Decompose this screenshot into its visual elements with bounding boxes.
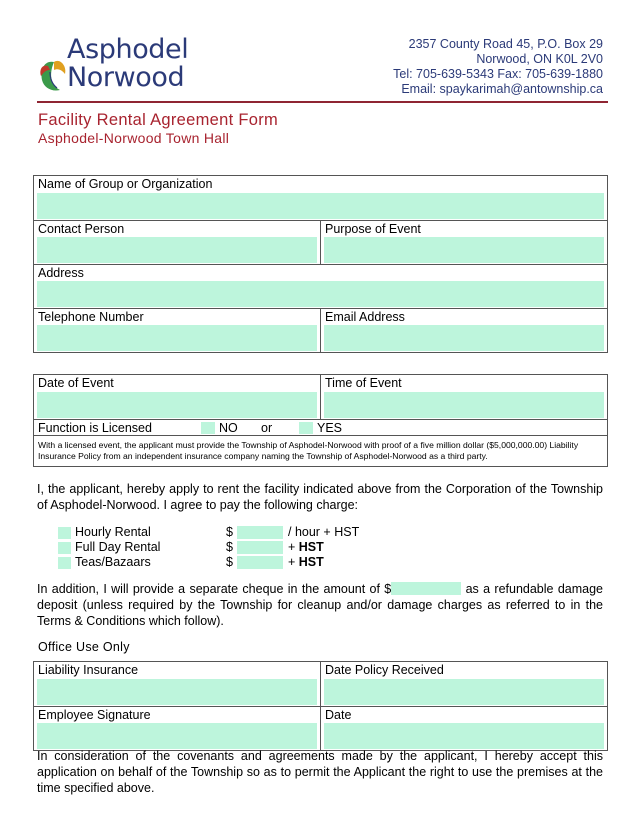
township-logo — [38, 36, 228, 100]
hourly-suffix-tail: HST — [334, 525, 360, 539]
office-heading: Office Use Only — [38, 640, 130, 654]
liability-insurance-label: Liability Insurance — [38, 663, 139, 677]
licensed-label: Function is Licensed — [38, 421, 152, 435]
event-time-field[interactable] — [324, 392, 604, 418]
logo-line-1: Asphodel — [67, 34, 189, 65]
deposit-paragraph — [37, 581, 603, 629]
licensed-no-checkbox[interactable] — [201, 422, 215, 434]
office-table — [33, 661, 608, 751]
form-subtitle: Asphodel-Norwood Town Hall — [38, 130, 230, 146]
hourly-currency: $ — [226, 525, 233, 539]
licensed-or-label: or — [261, 421, 273, 435]
hourly-label: Hourly Rental — [75, 525, 151, 539]
full-day-hst: HST — [298, 540, 324, 554]
liability-insurance-field[interactable] — [37, 679, 317, 705]
hourly-suffix-text: / hour + — [288, 525, 335, 539]
teas-hst: HST — [298, 555, 324, 569]
deposit-text-after: as a refundable damage deposit (unless required by the Township for cleanup and/or damage charges as referred to in the Terms & Conditions which follow). — [37, 582, 603, 628]
telephone-field[interactable] — [37, 325, 317, 351]
rate-teas — [58, 555, 378, 570]
teas-currency: $ — [226, 555, 233, 569]
hourly-amount-field[interactable] — [237, 526, 283, 539]
group-name-field[interactable] — [37, 193, 604, 219]
telephone-label: Telephone Number — [34, 308, 320, 324]
deposit-text-before: In addition, I will provide a separate cheque in the amount of $ — [37, 582, 392, 596]
hourly-suffix — [288, 525, 359, 540]
address-field[interactable] — [37, 281, 604, 307]
teas-suffix — [288, 555, 324, 570]
email-label: Email Address — [321, 308, 607, 324]
purpose-label: Purpose of Event — [321, 220, 607, 236]
address-label: Address — [34, 264, 607, 280]
licensed-row — [34, 419, 607, 435]
rate-full-day — [58, 540, 378, 555]
rate-hourly — [58, 525, 378, 540]
form-title: Facility Rental Agreement Form — [38, 111, 279, 129]
licensed-no-label: NO — [219, 421, 238, 435]
full-day-label: Full Day Rental — [75, 540, 161, 554]
address-line-2: Norwood, ON K0L 2V0 — [476, 52, 603, 66]
event-table — [33, 374, 608, 467]
office-date-label: Date — [321, 706, 607, 722]
logo-line-2: Norwood — [67, 62, 185, 93]
event-date-field[interactable] — [37, 392, 317, 418]
agreement-intro: I, the applicant, hereby apply to rent the facility indicated above from the Corporation of the Township of Asphodel-Norwood. I agree to pay the following charge: — [37, 482, 603, 512]
full-day-checkbox[interactable] — [58, 542, 71, 554]
logo-wordmark — [67, 36, 188, 92]
employee-signature-field[interactable] — [37, 723, 317, 749]
licensed-yes-checkbox[interactable] — [299, 422, 313, 434]
closing-paragraph: In consideration of the covenants and agreements made by the applicant, I hereby accept this application on behalf of the Township so as to permit the Applicant the right to use the premises at the time specified above. — [37, 749, 603, 795]
contact-person-label: Contact Person — [34, 220, 320, 236]
email-field[interactable] — [324, 325, 604, 351]
full-day-currency: $ — [226, 540, 233, 554]
phone-fax: Tel: 705-639-5343 Fax: 705-639-1880 — [393, 67, 603, 81]
contact-person-field[interactable] — [37, 237, 317, 263]
contact-block — [393, 37, 603, 97]
licensed-yes-label: YES — [317, 421, 343, 435]
event-date-label: Date of Event — [38, 376, 114, 390]
teas-suffix-text: + — [288, 555, 299, 569]
hourly-checkbox[interactable] — [58, 527, 71, 539]
group-label: Name of Group or Organization — [38, 177, 213, 191]
policy-date-label: Date Policy Received — [325, 663, 444, 677]
employee-signature-label: Employee Signature — [34, 706, 320, 722]
teas-label: Teas/Bazaars — [75, 555, 151, 569]
teas-checkbox[interactable] — [58, 557, 71, 569]
purpose-field[interactable] — [324, 237, 604, 263]
office-date-field[interactable] — [324, 723, 604, 749]
contact-email: Email: spaykarimah@antownship.ca — [401, 82, 603, 96]
header-divider — [37, 101, 608, 103]
applicant-table — [33, 175, 608, 353]
rate-list — [58, 525, 378, 570]
teas-amount-field[interactable] — [237, 556, 283, 569]
deposit-amount-field[interactable] — [391, 582, 461, 595]
full-day-suffix — [288, 540, 324, 555]
event-time-label: Time of Event — [325, 376, 402, 390]
full-day-suffix-text: + — [288, 540, 299, 554]
address-line-1: 2357 County Road 45, P.O. Box 29 — [408, 37, 603, 51]
full-day-amount-field[interactable] — [237, 541, 283, 554]
leaf-logo-icon — [38, 40, 68, 96]
insurance-note: With a licensed event, the applicant must provide the Township of Asphodel-Norwood with proof of a five million dollar ($5,000,000.00) Liability Insurance Policy from an independent insurance company naming the Township of Asphodel-Norwood as a third party. — [34, 435, 607, 466]
policy-date-field[interactable] — [324, 679, 604, 705]
